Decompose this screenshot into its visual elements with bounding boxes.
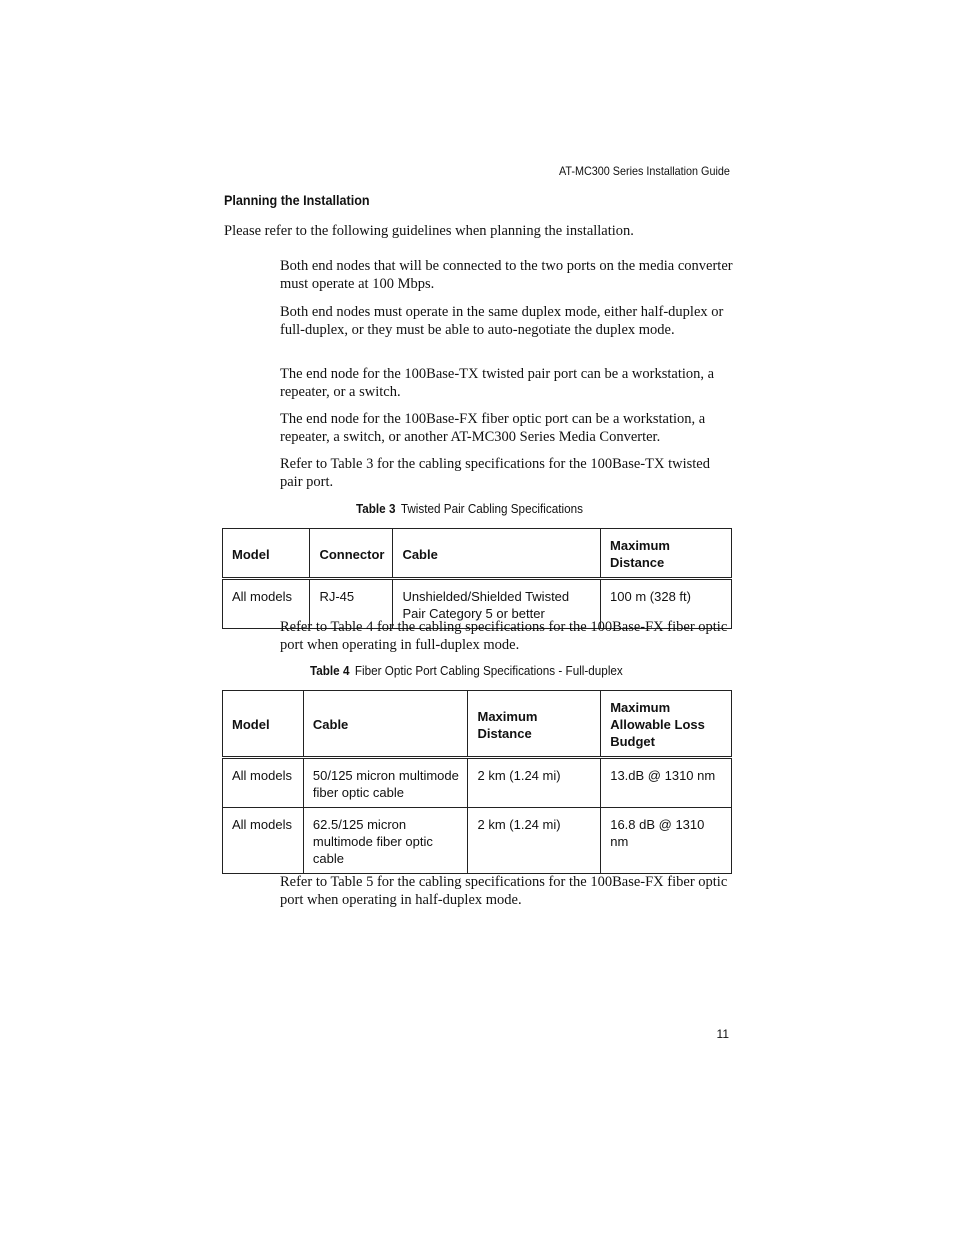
table4 bbox=[222, 690, 732, 874]
page-number: 11 bbox=[716, 1027, 729, 1041]
table4-cell-model: All models bbox=[223, 758, 304, 808]
table4-cell-distance: 2 km (1.24 mi) bbox=[468, 808, 601, 874]
table3-cell-cable: Unshielded/Shielded Twisted Pair Category 5 or better bbox=[393, 579, 601, 629]
table4-header-model: Model bbox=[223, 691, 304, 758]
table4-cell-model: All models bbox=[223, 808, 304, 874]
table3-reference: Refer to Table 3 for the cabling specifications for the 100Base-TX twisted pair port. bbox=[280, 456, 710, 490]
table3-caption-label: Table 3 bbox=[356, 501, 396, 516]
section-title: Planning the Installation bbox=[224, 192, 370, 208]
table3 bbox=[222, 528, 732, 629]
intro-paragraph: Please refer to the following guidelines when planning the installation. bbox=[224, 223, 634, 239]
table4-header-cable: Cable bbox=[303, 691, 468, 758]
table3-caption-text: Twisted Pair Cabling Specifications bbox=[400, 501, 583, 516]
table4-cell-cable: 62.5/125 micron multimode fiber optic cable bbox=[303, 808, 468, 874]
table3-caption bbox=[356, 501, 583, 516]
guideline-1: Both end nodes that will be connected to the two ports on the media converter must operate at 100 Mbps. bbox=[280, 258, 733, 292]
table4-cell-distance: 2 km (1.24 mi) bbox=[468, 758, 601, 808]
running-header: AT-MC300 Series Installation Guide bbox=[559, 164, 730, 178]
table4-header-loss-budget: Maximum Allowable Loss Budget bbox=[601, 691, 732, 758]
table3-cell-connector: RJ-45 bbox=[310, 579, 393, 629]
table5-reference: Refer to Table 5 for the cabling specifications for the 100Base-FX fiber optic port when operating in half-duplex mode. bbox=[280, 874, 728, 908]
table4-caption bbox=[310, 663, 623, 678]
table4-caption-label: Table 4 bbox=[310, 663, 350, 678]
table3-header-cable: Cable bbox=[393, 529, 601, 579]
table3-header-connector: Connector bbox=[310, 529, 393, 579]
guideline-4: The end node for the 100Base-FX fiber optic port can be a workstation, a repeater, a switch, or another AT-MC300 Series Media Converter. bbox=[280, 411, 706, 445]
table4-caption-text: Fiber Optic Port Cabling Specifications - Full-duplex bbox=[354, 663, 623, 678]
table4-reference: Refer to Table 4 for the cabling specifications for the 100Base-FX fiber optic port when operating in full-duplex mode. bbox=[280, 619, 728, 653]
guideline-3: The end node for the 100Base-TX twisted pair port can be a workstation, a repeater, or a switch. bbox=[280, 366, 715, 400]
table4-header-distance: Maximum Distance bbox=[468, 691, 601, 758]
table3-header-row bbox=[223, 529, 732, 579]
table3-cell-model: All models bbox=[223, 579, 310, 629]
table4-cell-cable: 50/125 micron multimode fiber optic cable bbox=[303, 758, 468, 808]
table3-header-distance: Maximum Distance bbox=[601, 529, 732, 579]
table-row bbox=[223, 758, 732, 808]
table-row bbox=[223, 808, 732, 874]
table4-cell-loss-budget: 16.8 dB @ 1310 nm bbox=[601, 808, 732, 874]
table4-header-row bbox=[223, 691, 732, 758]
table4-cell-loss-budget: 13.dB @ 1310 nm bbox=[601, 758, 732, 808]
table3-header-model: Model bbox=[223, 529, 310, 579]
guideline-2: Both end nodes must operate in the same duplex mode, either half-duplex or full-duplex, or they must be able to auto-negotiate the duplex mode. bbox=[280, 304, 724, 338]
table3-cell-distance: 100 m (328 ft) bbox=[601, 579, 732, 629]
